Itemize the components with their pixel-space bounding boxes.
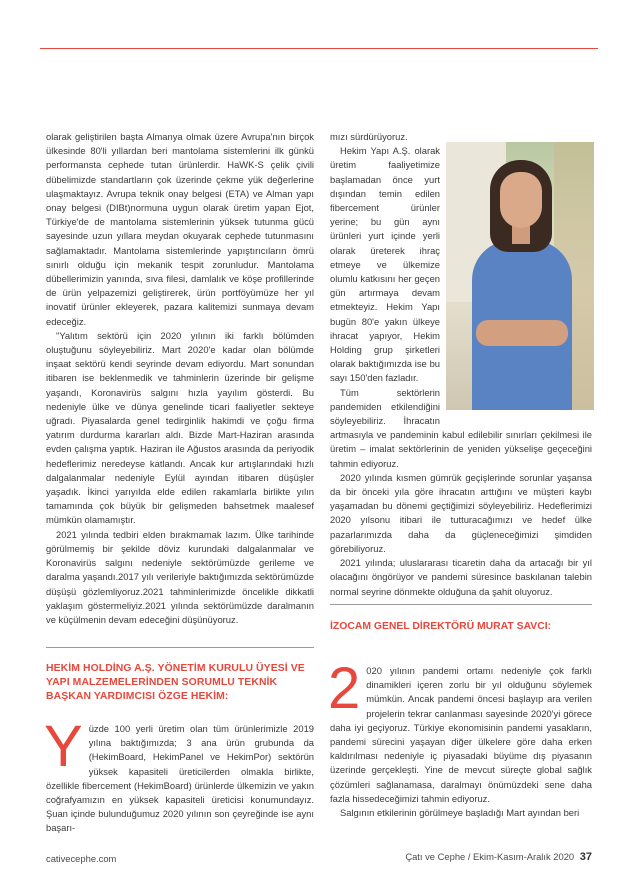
drop-cap: Y [44, 714, 83, 779]
right-column [330, 130, 592, 599]
right-block-paragraph-1: 020 yılının pandemi ortamı nedeniyle çok farklı dinamikleri içeren zorlu bir yıl olduğunu söylemek mümkün. Ancak pandemi öncesi başlayıp ara verilen projelerin tekrar canlanması sayesinde 2020'yi görece daha iyi geçiyoruz. Türkiye ekonomisinin pandemi yasakların, pandemi sürecini yaşayan diğer ülkelere göre daha erken kaldırılması nedeniyle iç piyasadaki büyüme dış piyasanın üzerinde gerçekleşti. Yine de mevcut süreçte global sağlık çözümleri sağlanamasa, daralmayı önümüzdeki sene daha fazla hissedeceğimizi tahmin ediyoruz. [330, 665, 592, 804]
page-number: 37 [579, 851, 592, 863]
footer-magazine: Çatı ve Cephe / Ekim-Kasım-Aralık 2020 [405, 851, 575, 862]
right-paragraph-4: 2020 yılında kısmen gümrük geçişlerinde sorunlar yaşansa da bir önceki yıla göre ihracatın arttığını ve müşteri kaybı yaşamadan bu dönemi geçtiğimizi söyleyebiliriz. Hedeflerimizi 2020 yılsonu itibari ile tutturacağımızı ve hedef ülke pazarlarımızda daha da güçleneceğimizi şimdiden görebiliyoruz. [330, 471, 592, 554]
left-interview-block [44, 714, 314, 836]
right-paragraph-1: mızı sürdürüyoruz. [330, 131, 408, 142]
left-column [46, 130, 314, 627]
left-block-paragraph: üzde 100 yerli üretim olan tüm ürünlerimizle 2019 yılına baktığımızda; 3 ana ürün grubunda da (HekimBoard, HekimPanel ve HekimPor) sektörün yüksek kapasiteli üreticilerden olmakla birlikte, özellikle fibercement (HekimBoard) ürünlerde ülkemizin ve yakın coğrafyamızın en yüksek kapasiteli üreticisi konumundayız. Şuan içinde bulunduğumuz 2020 yılının son çeyreğinde ise aynı başarı- [46, 723, 314, 834]
right-paragraph-2: Hekim Yapı A.Ş. olarak üretim faaliyetimize başlamadan önce yurt dışından temin edilen fibercement ürünler yerine; bu gün aynı ürünleri yurt içinde yerli olarak üreterek ihraç etmeye ve ülkemize olumlu katkısını her geçen gün artırmaya devam etmekteyiz. Hekim Yapı bugün 80'e yakın ülkeye ihracat yapıyor, Hekim Holding grup şirketleri olarak baktığımızda ise bu sayı 150'den fazladır. [330, 145, 440, 384]
right-subheading: İZOCAM GENEL DİREKTÖRÜ MURAT SAVCI: [330, 621, 552, 632]
right-interview-block [328, 656, 592, 820]
right-block-paragraph-2: Salgının etkilerinin görülmeye başladığı Mart ayından beri [340, 807, 580, 819]
left-subheading: HEKİM HOLDİNG A.Ş. YÖNETİM KURULU ÜYESİ VE YAPI MALZEMELERİNDEN SORUMLU TEKNİK BAŞKAN YARDIMCISI ÖZGE HEKİM: [46, 663, 305, 702]
left-paragraph-2: "Yalıtım sektörü için 2020 yılının iki farklı bölümden oluştuğunu söyleyebiliriz. Mart 2020'e kadar olan bölümde inşaat sektörü kendi seyrinde devam ediyordu. Mart sonundan itibaren ise beklenmedik ve tahminlerin üzerinde bir gelişme yaşandı, Koronavirüs salgını hızla yayılım gösterdi. Bu nedeniyle ülke ve dünya genelinde ticari faaliyetler sekteye uğradı. Piyasalarda genel tedirginlik hakimdi ve çoğu firma yatırım durdurma kararları aldı. Bizde Mart-Haziran arasında evden çalışma yaptık. Haziran ile Ağustos arasında da periyodik hedeflerimiz neredeyse katlandı. Ancak kur artışlarındaki hızlı dalgalanmalar nedeniyle Eylül ayından itibaren düşüşler yaşadık. İkinci yarıyılda elde edilen rakamlarla birlikte yılın tamamında çok büyük bir gelişmeden bahsetmek maalesef mümkün olamamıştır. [46, 329, 314, 526]
footer-website: cativecephe.com [46, 853, 117, 864]
left-paragraph-1: olarak geliştirilen başta Almanya olmak üzere Avrupa'nın birçok ülkesinde 80'li yıllardan beri mantolama sistemlerini ilk günkü performansta cephede tutan ürünlerdir. HaWK-S çelik çivili dübelimizde standartların çok üzerinde çekme yük değerlerine ulaşmaktayız. Avrupa teknik onay belgesi (ETA) ve Alman yapı onay belgesi (DIBt)normuna uygun olarak üretim yapan Ejot, Türkiye'de de mantolama sistemlerinin yüksek tutunma gücü sayesinde uzun yıllara meydan okuyarak cephede tutunmasını sağlamaktadır. Mantolama sistemlerinde yapıştırıcıların ömrü sınırlı olduğu için mekanik tespit zorunludur. Mantolama dübellerimizin yanında, sıva filesi, damlalık ve köşe profillerinde de ürün yelpazemizi geliştirerek, ürün portföyümüze her yıl inovatif ürünler ekleyerek, pazara kalitemizi sunmaya devam edeceğiz. [46, 131, 314, 327]
right-section-divider [330, 604, 592, 605]
drop-cap: 2 [328, 656, 361, 721]
right-paragraph-3: Tüm sektörlerin pandemiden etkilendiğini söyleyebiliriz. İhracatın artmasıyla ve pandeminin kabul edilebilir sınırları çekilmesi ile üretim – imalat sektörlerinin de yeniden yükselişe geçeceğini tahmin ediyoruz. [330, 386, 592, 469]
header-rule [40, 48, 598, 49]
portrait-photo [446, 142, 594, 410]
left-section-divider [46, 647, 314, 648]
right-paragraph-5: 2021 yılında; uluslararası ticaretin daha da artacağı bir yıl olacağını öngörüyor ve pandemi süresince baskılanan talebin normal seyrine dönmekte olduğuna da şahit oluyoruz. [330, 557, 592, 597]
left-paragraph-3: 2021 yılında tedbiri elden bırakmamak lazım. Ülke tarihinde görülmemiş bir şekilde döviz kurundaki dalgalanmalar ve Koronavirüs salgını nedeniyle sektörümüzde gerileme ve daralma yaşandı.2017 yılı verileriyle baktığımızda sektörümüzde düşüşü gözlemliyoruz.2021 tahminlerimizde öncelikle dikkatli yaklaşım göstermeliyiz.2021 yılında sektörümüzde daralmanın ve küçülmenin devam edeceğini düşünüyoruz. [46, 528, 314, 625]
footer-info [405, 851, 592, 863]
